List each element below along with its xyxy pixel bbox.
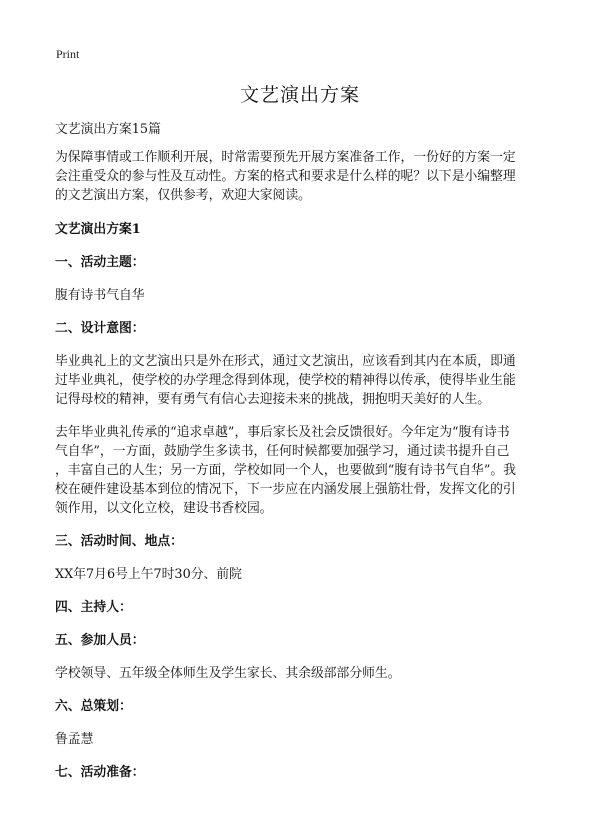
print-link[interactable]: Print	[56, 47, 80, 61]
document-title: 文艺演出方案	[239, 84, 360, 106]
section-title: 文艺演出方案1	[55, 222, 141, 237]
heading-time-place: 三、活动时间、地点：	[55, 534, 183, 549]
heading-host: 四、主持人：	[55, 600, 132, 615]
design-para1-line: 记得母校的精神，要有勇气有信心去迎接未来的挑战，拥抱明天美好的人生。	[55, 392, 491, 407]
document-body	[55, 120, 550, 782]
participants-text: 学校领导、五年级全体师生及学生家长、其余级部部分师生。	[55, 666, 401, 681]
design-para2-line: 气自华”，一方面，鼓励学生多读书，任何时候都要加强学习，通过读书提升自己	[55, 444, 510, 459]
intro-line: 为保障事情或工作顺利开展，时常需要预先开展方案准备工作，一份好的方案一定	[55, 150, 516, 165]
heading-planner: 六、总策划：	[55, 699, 132, 714]
intro-line: 的文艺演出方案，仅供参考，欢迎大家阅读。	[55, 188, 311, 203]
design-para2-line: 校在硬件建设基本到位的情况下，下一步应在内涵发展上强筋壮骨，发挥文化的引	[55, 482, 516, 497]
intro-line: 会注重受众的参与性及互动性。方案的格式和要求是什么样的呢？以下是小编整理	[55, 169, 516, 184]
design-para2-line: 去年毕业典礼传承的“追求卓越”，事后家长及社会反馈很好。今年定为“腹有诗书	[55, 425, 510, 440]
design-para2-line: 领作用，以文化立校，建设书香校园。	[55, 501, 273, 516]
planner-text: 鲁孟慧	[55, 732, 94, 747]
time-place-text: XX年7月6号上午7时30分、前院	[55, 567, 242, 582]
heading-participants: 五、参加人员：	[55, 633, 145, 648]
heading-design: 二、设计意图：	[55, 321, 145, 336]
heading-theme: 一、活动主题：	[55, 255, 145, 270]
heading-preparation: 七、活动准备：	[55, 765, 145, 780]
design-para2-line: ，丰富自己的人生；另一方面，学校如同一个人，也要做到“腹有诗书气自华”。我	[55, 463, 516, 478]
theme-text: 腹有诗书气自华	[55, 288, 145, 303]
document-subtitle: 文艺演出方案15篇	[55, 122, 161, 137]
design-para1-line: 毕业典礼上的文艺演出只是外在形式，通过文艺演出，应该看到其内在本质，即通	[55, 354, 516, 369]
design-para1-line: 过毕业典礼，使学校的办学理念得到体现，使学校的精神得以传承，使得毕业生能	[55, 373, 516, 388]
